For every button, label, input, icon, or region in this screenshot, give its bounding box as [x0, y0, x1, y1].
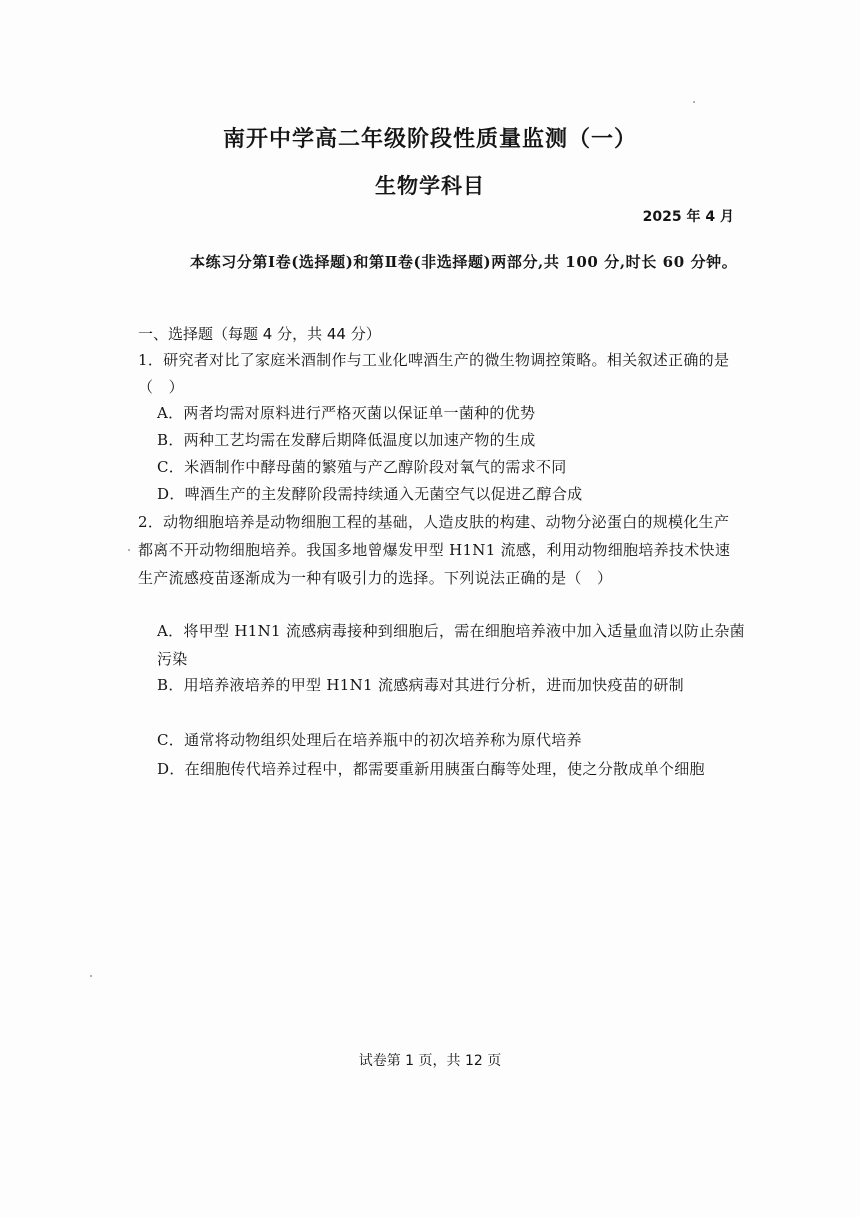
scan-speck — [693, 101, 695, 103]
subject-title: 生物学科目 — [375, 174, 485, 198]
scan-speck — [90, 975, 92, 977]
scan-speck — [128, 549, 130, 551]
question-2-stem: 2．动物细胞培养是动物细胞工程的基础，人造皮肤的构建、动物分泌蛋白的规模化生产都离不开动物细胞培养。我国多地曾爆发甲型 H1N1 流感，利用动物细胞培养技术快速生产流感疫苗逐渐成为一种有吸引力的选择。下列说法正确的是（ ） — [138, 513, 731, 587]
section-heading: 一、选择题（每题 4 分，共 44 分） — [138, 325, 381, 343]
question-1-option-c: C．米酒制作中酵母菌的繁殖与产乙醇阶段对氧气的需求不同 — [157, 458, 567, 476]
question-1-stem: 1．研究者对比了家庭米酒制作与工业化啤酒生产的微生物调控策略。相关叙述正确的是（ ） — [138, 351, 730, 396]
exam-title: 南开中学高二年级阶段性质量监测（一） — [222, 127, 637, 152]
question-2-option-b: B．用培养液培养的甲型 H1N1 流感病毒对其进行分析，进而加快疫苗的研制 — [157, 676, 684, 694]
exam-date: 2025 年 4 月 — [642, 209, 734, 225]
instructions: 本练习分第Ⅰ卷(选择题)和第Ⅱ卷(非选择题)两部分,共 100 分,时长 60 分钟。 — [190, 253, 738, 271]
question-2-option-a: A．将甲型 H1N1 流感病毒接种到细胞后，需在细胞培养液中加入适量血清以防止杂菌污染 — [157, 622, 745, 668]
question-2-option-c: C．通常将动物组织处理后在培养瓶中的初次培养称为原代培养 — [157, 731, 582, 749]
question-2-option-d: D．在细胞传代培养过程中，都需要重新用胰蛋白酶等处理，使之分散成单个细胞 — [157, 760, 705, 778]
question-1-option-d: D．啤酒生产的主发酵阶段需持续通入无菌空气以促进乙醇合成 — [157, 485, 583, 503]
page-footer: 试卷第 1 页，共 12 页 — [358, 1053, 502, 1069]
question-1-option-b: B．两种工艺均需在发酵后期降低温度以加速产物的生成 — [157, 431, 536, 449]
question-1-option-a: A．两者均需对原料进行严格灭菌以保证单一菌种的优势 — [157, 404, 536, 422]
